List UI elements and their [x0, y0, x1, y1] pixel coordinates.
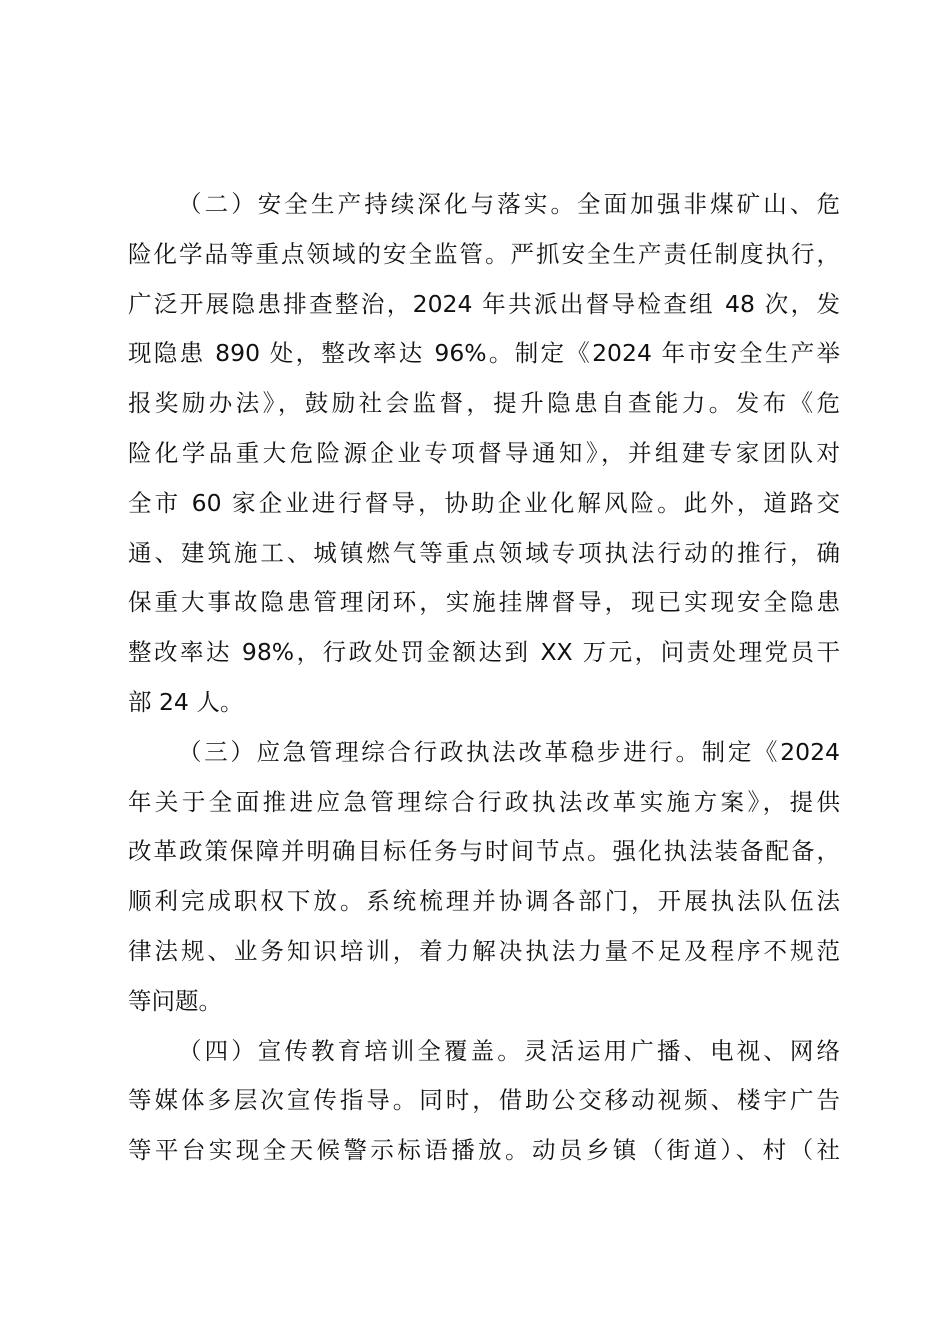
text-line: 险化学品重大危险源企业专项督导通知》，并组建专家团队对 [128, 438, 840, 467]
text-line: 广泛开展隐患排查整治，2024 年共派出督导检查组 48 次，发 [128, 289, 840, 318]
text-line: 改革政策保障并明确目标任务与时间节点。强化执法装备配备， [128, 837, 840, 866]
text-line: 等平台实现全天候警示标语播放。动员乡镇（街道）、村（社 [128, 1136, 840, 1165]
text-line: 保重大事故隐患管理闭环，实施挂牌督导，现已实现安全隐患 [128, 588, 840, 617]
text-line: 等问题。 [128, 986, 222, 1015]
text-line: 年关于全面推进应急管理综合行政执法改革实施方案》，提供 [128, 787, 840, 816]
paragraph-enforcement-reform [128, 728, 840, 1027]
text-line: 全市 60 家企业进行督导，协助企业化解风险。此外，道路交 [128, 488, 840, 517]
paragraph-publicity-training [128, 1027, 840, 1176]
text-line: 等媒体多层次宣传指导。同时，借助公交移动视频、楼宇广告 [128, 1086, 840, 1115]
text-line: （三）应急管理综合行政执法改革稳步进行。制定《2024 [178, 737, 840, 766]
text-line: 报奖励办法》，鼓励社会监督，提升隐患自查能力。发布《危 [128, 389, 840, 418]
paragraph-safety-production [128, 180, 840, 728]
text-line: （四）宣传教育培训全覆盖。灵活运用广播、电视、网络 [178, 1036, 840, 1065]
text-line: 险化学品等重点领域的安全监管。严抓安全生产责任制度执行， [128, 239, 840, 268]
text-line: 通、建筑施工、城镇燃气等重点领域专项执法行动的推行，确 [128, 538, 840, 567]
document-body [128, 180, 840, 1176]
text-line: 律法规、业务知识培训，着力解决执法力量不足及程序不规范 [128, 936, 840, 965]
text-line: 整改率达 98%，行政处罚金额达到 XX 万元，问责处理党员干 [128, 638, 840, 667]
text-line: 顺利完成职权下放。系统梳理并协调各部门，开展执法队伍法 [128, 887, 840, 916]
text-line: （二）安全生产持续深化与落实。全面加强非煤矿山、危 [178, 190, 840, 218]
text-line: 部 24 人。 [128, 687, 244, 716]
text-line: 现隐患 890 处，整改率达 96%。制定《2024 年市安全生产举 [128, 339, 840, 368]
